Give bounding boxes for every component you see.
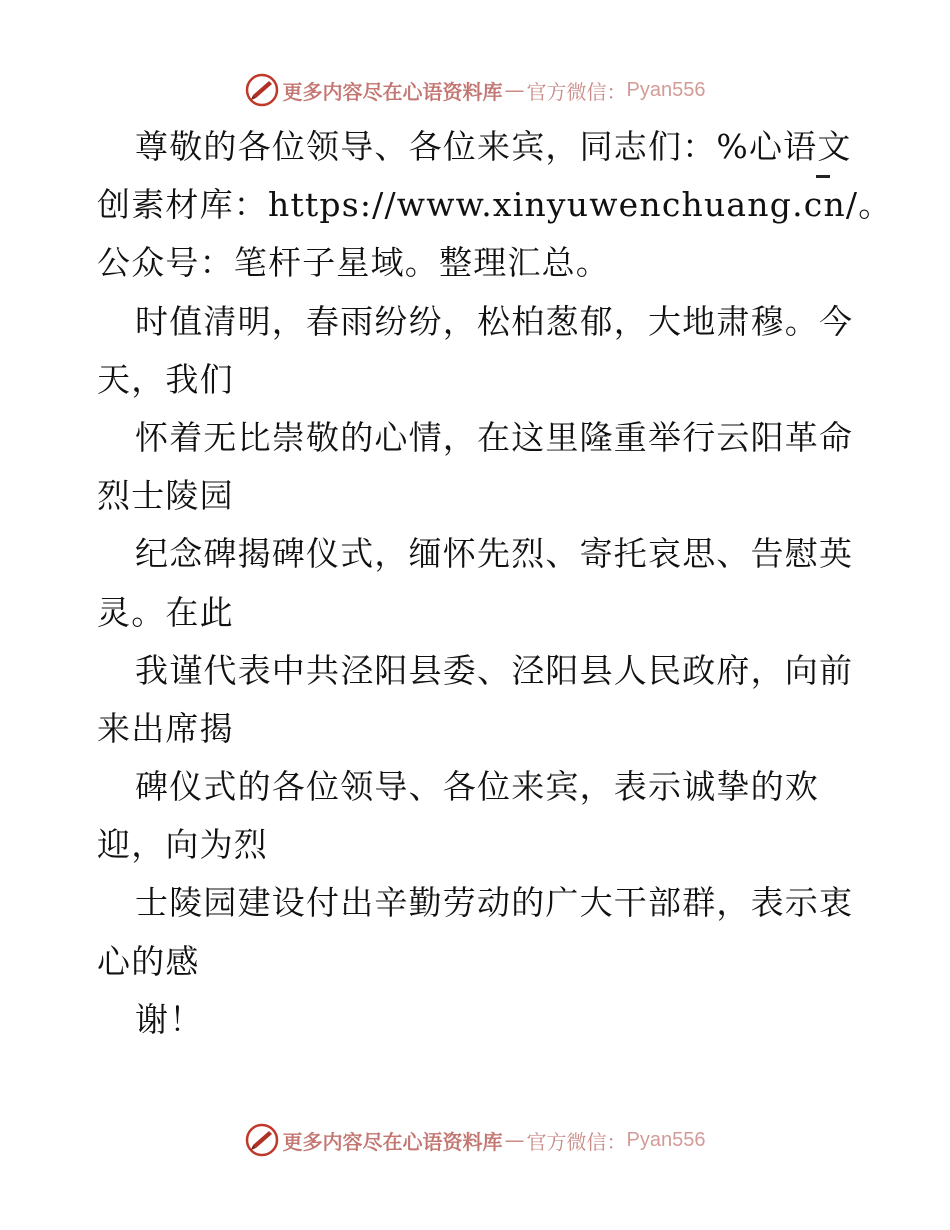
banner-wechat-id: Pyan556 (626, 1128, 706, 1151)
banner-slogan: 更多内容尽在心语资料库 (282, 79, 503, 104)
doc-line: 士陵园建设付出辛勤劳动的广大干部群，表示衷 (135, 883, 854, 923)
doc-line: 碑仪式的各位领导、各位来宾，表示诚挚的欢 (135, 767, 819, 807)
doc-line: 谢！ (135, 999, 204, 1039)
banner-wechat-label: 官方微信： (526, 79, 627, 104)
brand-logo-icon (245, 1123, 279, 1157)
doc-line: 纪念碑揭碑仪式，缅怀先烈、寄托哀思、告慰英 (135, 534, 854, 574)
doc-line: 创素材库：https://www.xinyuwenchuang.cn/。 (97, 185, 893, 225)
doc-line: 尊敬的各位领导、各位来宾，同志们：%心语文 (135, 127, 852, 166)
doc-line: 灵。在此 (97, 592, 234, 632)
doc-line: 心的感 (97, 941, 200, 981)
banner-wechat-label: 官方微信： (526, 1129, 627, 1154)
banner-dash: — (504, 1128, 525, 1152)
doc-line: 天，我们 (97, 359, 234, 399)
doc-line: 我谨代表中共泾阳县委、泾阳县人民政府，向前 (135, 650, 854, 690)
doc-line: 来出席揭 (97, 708, 234, 748)
doc-line: 时值清明，春雨纷纷，松柏葱郁，大地肃穆。今 (135, 301, 854, 341)
doc-line: 烈士陵园 (97, 476, 234, 516)
doc-line: 公众号：笔杆子星域。整理汇总。 (97, 243, 610, 283)
banner-slogan: 更多内容尽在心语资料库 (282, 1129, 503, 1154)
footer-banner (0, 1120, 950, 1160)
stray-mark (816, 175, 830, 178)
doc-line: 怀着无比崇敬的心情，在这里隆重举行云阳革命 (135, 417, 854, 457)
document-body (97, 118, 893, 1049)
banner-dash: — (504, 78, 525, 102)
banner-wechat-id: Pyan556 (626, 78, 706, 101)
doc-line: 迎，向为烈 (97, 825, 268, 865)
header-banner (0, 70, 950, 110)
brand-logo-icon (245, 73, 279, 107)
